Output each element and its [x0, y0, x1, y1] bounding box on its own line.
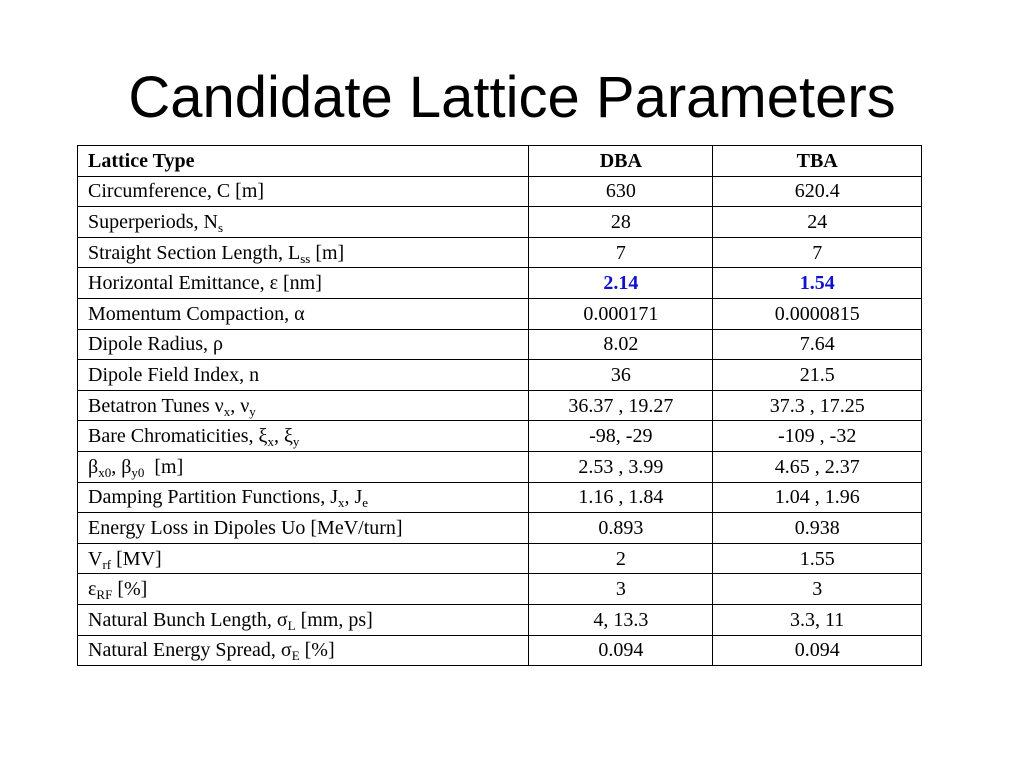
value-dba: 1.16 , 1.84: [529, 482, 713, 513]
value-tba: 24: [713, 207, 922, 238]
row-label-rf-voltage: $V_{rf}$ [MV]: [78, 543, 529, 574]
value-dba: 630: [529, 176, 713, 207]
value-dba: 2.53 , 3.99: [529, 451, 713, 482]
row-label-superperiods: Superperiods, $N_s$: [78, 207, 529, 238]
row-label-straight-section-length: Straight Section Length, $L_{ss}$ [m]: [78, 237, 529, 268]
header-dba: DBA: [529, 146, 713, 177]
value-tba: 3.3, 11: [713, 604, 922, 635]
value-dba: 28: [529, 207, 713, 238]
value-tba: 7: [713, 237, 922, 268]
row-label-horizontal-emittance: Horizontal Emittance, ε [nm]: [78, 268, 529, 299]
value-tba: 37.3 , 17.25: [713, 390, 922, 421]
row-label-momentum-compaction: Momentum Compaction, α: [78, 298, 529, 329]
header-lattice-type: Lattice Type: [78, 146, 529, 177]
row-label-rf-epsilon: $\varepsilon_{RF}$ [%]: [78, 574, 529, 605]
table-row: [78, 421, 922, 452]
value-tba: -109 , -32: [713, 421, 922, 452]
row-label-bare-chromaticities: Bare Chromaticities, $\xi_x$, $\xi_y$: [78, 421, 529, 452]
table-row: [78, 513, 922, 544]
value-tba: 1.04 , 1.96: [713, 482, 922, 513]
value-dba: 0.000171: [529, 298, 713, 329]
table-header-row: [78, 146, 922, 177]
table-row: [78, 635, 922, 666]
row-label-energy-spread: Natural Energy Spread, $\sigma_E$ [%]: [78, 635, 529, 666]
row-label-dipole-field-index: Dipole Field Index, n: [78, 360, 529, 391]
table-row: [78, 482, 922, 513]
value-tba: 7.64: [713, 329, 922, 360]
value-dba: 2: [529, 543, 713, 574]
value-tba: 0.0000815: [713, 298, 922, 329]
value-dba: 3: [529, 574, 713, 605]
table-row: [78, 360, 922, 391]
row-label-beta-functions: $\beta_{x0}$, $\beta_{y0}$ [m]: [78, 451, 529, 482]
table-row: [78, 543, 922, 574]
value-tba: 3: [713, 574, 922, 605]
value-dba-highlighted: 2.14: [529, 268, 713, 299]
table-row: [78, 207, 922, 238]
row-label-circumference: Circumference, C [m]: [78, 176, 529, 207]
row-label-damping-partition: Damping Partition Functions, $J_x$, $J_e$: [78, 482, 529, 513]
value-dba: 7: [529, 237, 713, 268]
lattice-parameters-table: [77, 145, 922, 666]
row-label-dipole-radius: Dipole Radius, ρ: [78, 329, 529, 360]
value-dba: 4, 13.3: [529, 604, 713, 635]
table-row: [78, 268, 922, 299]
value-dba: 0.893: [529, 513, 713, 544]
value-dba: 8.02: [529, 329, 713, 360]
value-tba: 1.55: [713, 543, 922, 574]
value-tba: 0.938: [713, 513, 922, 544]
slide-title: Candidate Lattice Parameters: [128, 65, 896, 130]
table-row: [78, 574, 922, 605]
value-tba-highlighted: 1.54: [713, 268, 922, 299]
value-dba: 36.37 , 19.27: [529, 390, 713, 421]
table-row: [78, 604, 922, 635]
value-dba: 0.094: [529, 635, 713, 666]
table-row: [78, 390, 922, 421]
header-tba: TBA: [713, 146, 922, 177]
table-row: [78, 176, 922, 207]
table-row: [78, 298, 922, 329]
value-dba: 36: [529, 360, 713, 391]
row-label-betatron-tunes: Betatron Tunes $\nu_x$, $\nu_y$: [78, 390, 529, 421]
row-label-bunch-length: Natural Bunch Length, $\sigma_L$ [mm, ps]: [78, 604, 529, 635]
row-label-energy-loss: Energy Loss in Dipoles Uo [MeV/turn]: [78, 513, 529, 544]
table-row: [78, 237, 922, 268]
value-dba: -98, -29: [529, 421, 713, 452]
table-row: [78, 329, 922, 360]
value-tba: 4.65 , 2.37: [713, 451, 922, 482]
table-row: [78, 451, 922, 482]
value-tba: 0.094: [713, 635, 922, 666]
value-tba: 21.5: [713, 360, 922, 391]
value-tba: 620.4: [713, 176, 922, 207]
